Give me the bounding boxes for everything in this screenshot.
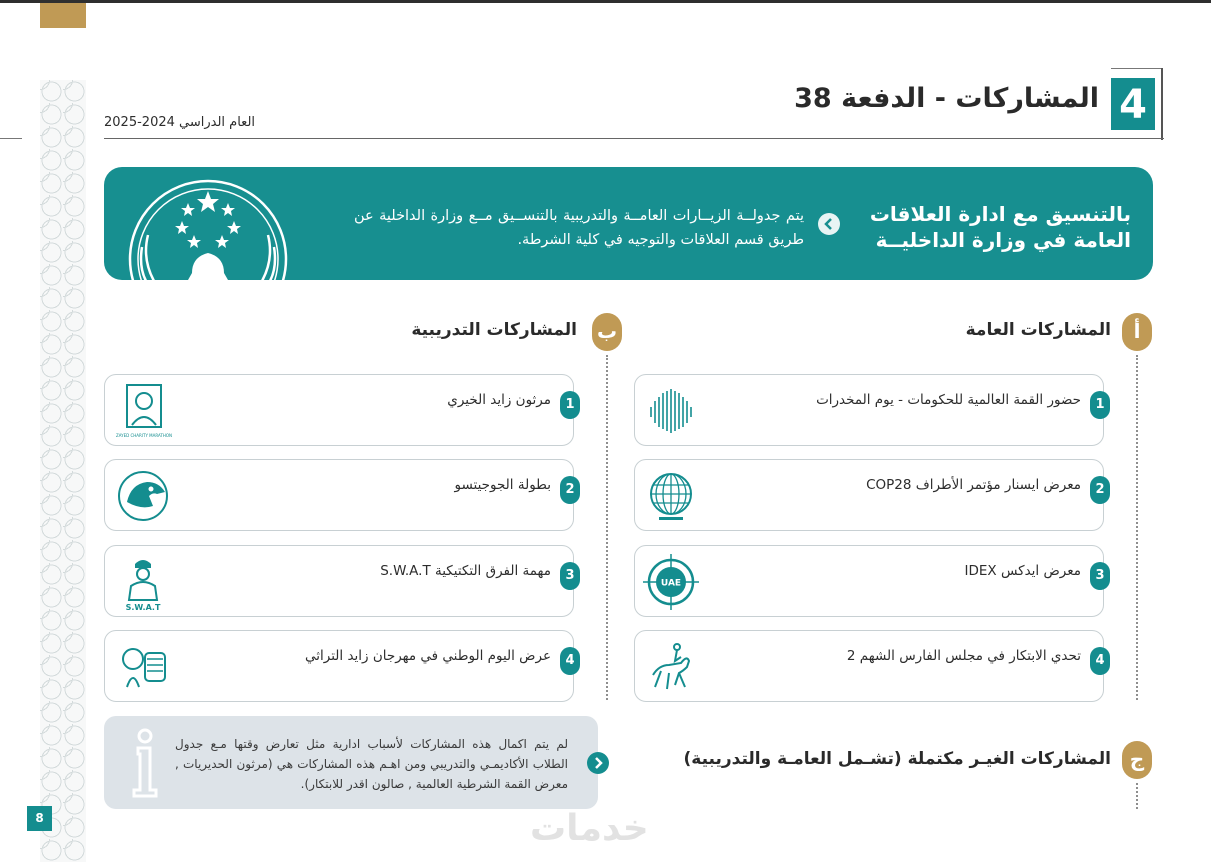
training-item-3	[104, 545, 574, 617]
coordination-banner	[104, 167, 1153, 280]
svg-text:UAE: UAE	[660, 578, 682, 589]
idex-uae-target-icon	[639, 550, 703, 614]
title-underline	[104, 138, 1164, 139]
police-emblem-icon	[128, 177, 298, 280]
training-item-1	[104, 374, 574, 446]
decorative-pattern-strip	[40, 80, 86, 862]
item-text: معرض ايسنار مؤتمر الأطراف COP28	[866, 477, 1081, 493]
training-item-4	[104, 630, 574, 702]
item-number: 2	[1090, 476, 1110, 504]
item-text: تحدي الابتكار في مجلس الفارس الشهم 2	[846, 648, 1081, 664]
section-a-badge: أ	[1122, 313, 1152, 351]
cop28-globe-icon	[639, 464, 703, 528]
section-number-badge: 4	[1111, 78, 1155, 130]
item-number: 2	[560, 476, 580, 504]
incomplete-note-text: لم يتم اكمال هذه المشاركات لأسباب ادارية مثل تعارض وقتها مـع جدول الطلاب الأكاديمـي والتدريبي ومن اهـم هذه المشاركات هي (مرثون الحديريات , معرض القمة الشرطية العالمية , صالون اقدر للابتكار).	[175, 737, 568, 791]
item-text: معرض ايدكس IDEX	[964, 563, 1081, 579]
training-section-heading: المشاركات التدريبية	[411, 320, 577, 340]
banner-description: يتم جدولــة الزيــارات العامــة والتدريبية بالتنســيق مــع وزارة الداخلية عن طريق قسم العلاقات والتوجيه في كلية الشرطة.	[354, 208, 804, 248]
watermark: خدمات	[530, 808, 649, 849]
general-item-1	[634, 374, 1104, 446]
item-text: مهمة الفرق التكتيكية S.W.A.T	[380, 563, 551, 579]
item-number: 4	[1090, 647, 1110, 675]
title-frame-right	[1161, 68, 1163, 140]
item-number: 3	[1090, 562, 1110, 590]
item-number: 3	[560, 562, 580, 590]
page-number: 8	[27, 806, 52, 831]
academic-year: العام الدراسي 2024-2025	[104, 115, 256, 130]
info-icon	[128, 728, 162, 800]
item-number: 4	[560, 647, 580, 675]
general-section-heading: المشاركات العامة	[965, 320, 1111, 340]
heritage-festival-icon	[113, 635, 177, 699]
gold-corner-tab	[40, 3, 86, 28]
training-item-2	[104, 459, 574, 531]
item-text: بطولة الجوجيتسو	[454, 477, 551, 493]
general-dotted-line	[1136, 355, 1138, 700]
icon-caption: S.W.A.T	[125, 603, 161, 612]
section-c-badge: ج	[1122, 741, 1152, 779]
item-number: 1	[560, 391, 580, 419]
left-divider	[0, 138, 22, 139]
section-b-badge: ب	[592, 313, 622, 351]
note-chevron-icon	[587, 752, 609, 774]
general-item-3	[634, 545, 1104, 617]
page-title: المشاركات - الدفعة 38	[794, 83, 1099, 114]
top-border	[0, 0, 1211, 3]
item-text: حضور القمة العالمية للحكومات - يوم المخدرات	[816, 392, 1081, 408]
icon-caption: ZAYED CHARITY MARATHON	[116, 433, 172, 438]
item-text: عرض اليوم الوطني في مهرجان زايد التراثي	[305, 648, 551, 664]
title-frame-top	[1111, 68, 1163, 69]
horse-rider-icon	[639, 635, 703, 699]
training-dotted-line	[606, 355, 608, 700]
item-number: 1	[1090, 391, 1110, 419]
falcon-head-icon	[113, 464, 177, 528]
swat-officer-icon	[113, 550, 177, 614]
banner-chevron-icon	[818, 213, 840, 235]
incomplete-section-heading: المشاركات الغيـر مكتملة (تشـمل العامـة والتدريبية)	[683, 749, 1111, 769]
general-item-2	[634, 459, 1104, 531]
incomplete-dotted-line	[1136, 783, 1138, 809]
banner-heading: بالتنسيق مع ادارة العلاقات العامة في وزارة الداخليــة	[869, 202, 1131, 252]
zayed-marathon-icon	[115, 379, 179, 443]
item-text: مرثون زايد الخيري	[447, 392, 551, 408]
world-government-summit-icon	[639, 379, 703, 443]
general-item-4	[634, 630, 1104, 702]
